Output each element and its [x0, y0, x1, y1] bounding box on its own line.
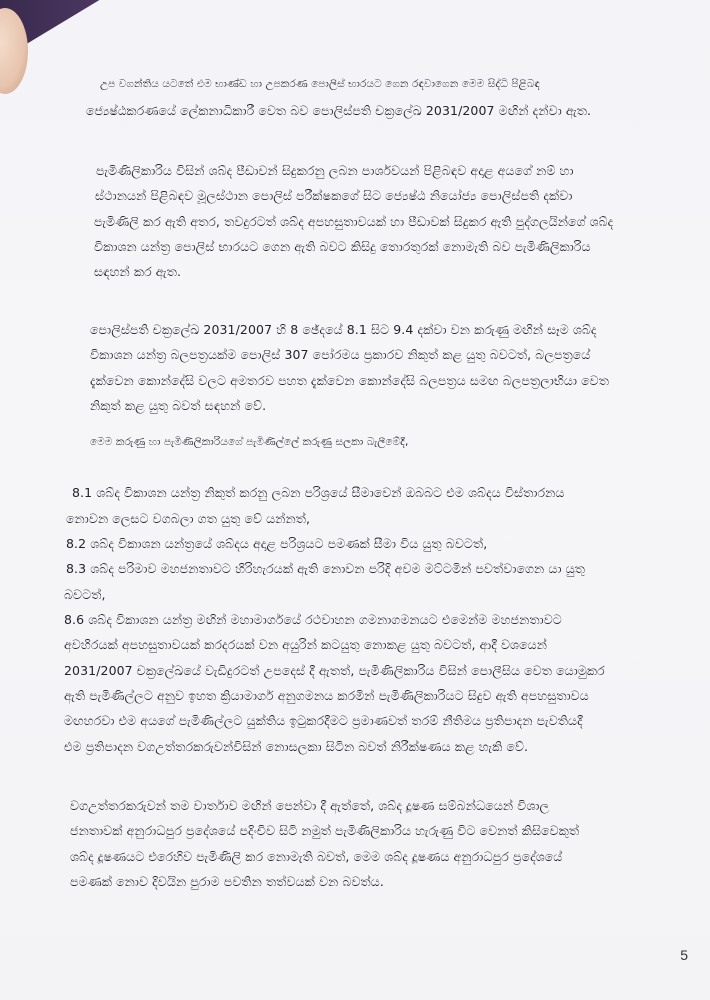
text-line: දැක්වෙන කොන්දේසි වලට අමතරව පහත දැක්වෙන කොන්දේසි බලපත්‍රය සමඟ බලපත්‍රලාභියා වෙත: [90, 373, 610, 388]
text-line: අවහිරයක් අපහසුතාවයක් කරදරයක් වන අයුරින් කටයුතු නොකළ යුතු බවටත්, ආදී වශයෙන්: [64, 637, 547, 652]
text-line: බවටත්,: [64, 587, 106, 602]
text-line: ජනතාවක් අනුරාධපුර ප්‍රදේශයේ පදිංචිව සිටි නමුත් පැමිණිලිකාරිය හැරුණු විට වෙනත් කිසිවෙකුත්: [70, 823, 580, 838]
text-line: මෙම කරුණු හා පැමිණිලිකාරියගේ පැමිණිල්ලේ කරුණු සලකා බැලීමේදී,: [90, 436, 409, 448]
text-line: වගඋත්තරකරුවන් තම වාර්තාව මඟින් පෙන්වා දී ඇත්තේ, ශබ්ද දූෂණ සම්බන්ධයෙන් විශාල: [70, 798, 550, 813]
text-line: විකාශන යන්ත්‍ර බලපත්‍රයක්ම පොලිස් 307 පෝරමය ප්‍රකාරව නිකුත් කළ යුතු බවටත්, බලපත්‍රයේ: [90, 347, 591, 362]
text-line: එම ප්‍රතිපාදන වගඋත්තරකරුවන්විසින් නොසලකා සිටින බවත් නිරීක්ෂණය කළ හැකි වේ.: [64, 739, 529, 754]
text-line: 8.1 ශබ්ද විකාශන යන්ත්‍ර නිකුත් කරනු ලබන පරිශ්‍රයේ සීමාවෙන් ඔබබට එම ශබ්දය විස්තාරනය: [72, 485, 565, 500]
text-line: ජ්‍යෙෂ්ඨකරණයේ ලේකනාධිකාරී වෙත බව පොලිස්පති චක්‍රලේඛ 2031/2007 මඟින් දන්වා ඇත.: [86, 103, 592, 118]
text-line: පැමිණිලි කර ඇති අතර, තවදුරටත් ශබ්ද අපහසුතාවයක් හා පීඩාවක් සිදුකර ඇති පුද්ගලයින්ගේ ශබ්ද: [94, 214, 614, 229]
text-line: නිකුත් කළ යුතු බවත් සඳහන් වේ.: [90, 398, 267, 413]
text-line: ස්ථානයන් පිළිබඳව මූලස්ථාන පොලිස් පරීක්ෂකගේ සිට ජ්‍යෙෂ්ඨ නියෝජ්‍ය පොලිස්පති දක්වා: [95, 188, 573, 203]
text-line: පමණක් නොව දිවයින පුරාම පවතින තත්වයක් වන බවත්ය.: [70, 874, 384, 889]
page-number: 5: [680, 947, 688, 963]
text-line: මඟහරවා එම අයගේ පැමිණිල්ලට යුක්තිය ඉටුකරදීමට ප්‍රමාණවත් තරම් නීතිමය ප්‍රතිපාදන පැවතියදී: [64, 713, 583, 728]
text-line: ශබ්ද දූෂණයට එරෙහිව පැමිණිලි කර නොමැති බවත්, මෙම ශබ්ද දූෂණය අනුරාධපුර ප්‍රදේශයේ: [70, 849, 563, 864]
text-line: ඇති පැමිණිල්ලට අනුව ඉහත ක්‍රියාමාර්ග අනුගමනය කරමින් පැමිණිලිකාරියට සිදුව ඇති අපහසුතාවය: [64, 688, 589, 703]
text-line: පොලිස්පති චක්‍රලේඛ 2031/2007 හි 8 ඡේදයේ 8.1 සිට 9.4 දක්වා වන කරුණු මඟින් සෑම ශබ්ද: [90, 322, 597, 337]
text-line: සඳහන් කර ඇත.: [94, 264, 182, 279]
text-line: නොවන ලෙසට වගබලා ගත යුතු වේ යන්නත්,: [66, 511, 311, 526]
text-line: උප වගන්තිය යටතේ එම භාණ්ඩ හා උපකරණ පොලිස් භාරයට ගෙන රඳවාගෙන මෙම සිද්ධි පිළිබඳ: [100, 78, 540, 90]
text-line: පැමිණිලිකාරිය විසින් ශබ්ද පීඩාවන් සිදුකරනු ලබන පාර්ශවයන් පිළිබඳව අදාළ අයගේ නම් හා: [96, 163, 574, 178]
text-line: 8.6 ශබ්ද විකාශන යන්ත්‍ර මඟින් මහාමාර්ගයේ රථවාහන ගමනාගමනයට එමෙන්ම මහජනතාවට: [64, 612, 562, 627]
text-line: විකාශන යන්ත්‍ර පොලිස් භාරයට ගෙන ඇති බවට කිසිදු තොරතුරක් නොමැති බව පැමිණිලිකාරිය: [94, 239, 591, 254]
text-line: 8.3 ශබ්ද පරිමාව මහජනතාවට හිරිහැරයක් ඇති නොවන පරිදි අවම මට්ටමින් පවත්වාගෙන යා යුතු: [66, 561, 585, 576]
text-line: 8.2 ශබ්ද විකාශන යන්ත්‍රයේ ශබ්දය අදාළ පරිශ්‍රයට පමණක් සීමා විය යුතු බවටත්,: [66, 536, 488, 551]
text-line: 2031/2007 චක්‍රලේඛයේ වැඩිදුරටත් උපදෙස් දී ඇතත්, පැමිණිලිකාරිය විසින් පොලීසිය වෙත යොමුකර: [64, 663, 605, 678]
